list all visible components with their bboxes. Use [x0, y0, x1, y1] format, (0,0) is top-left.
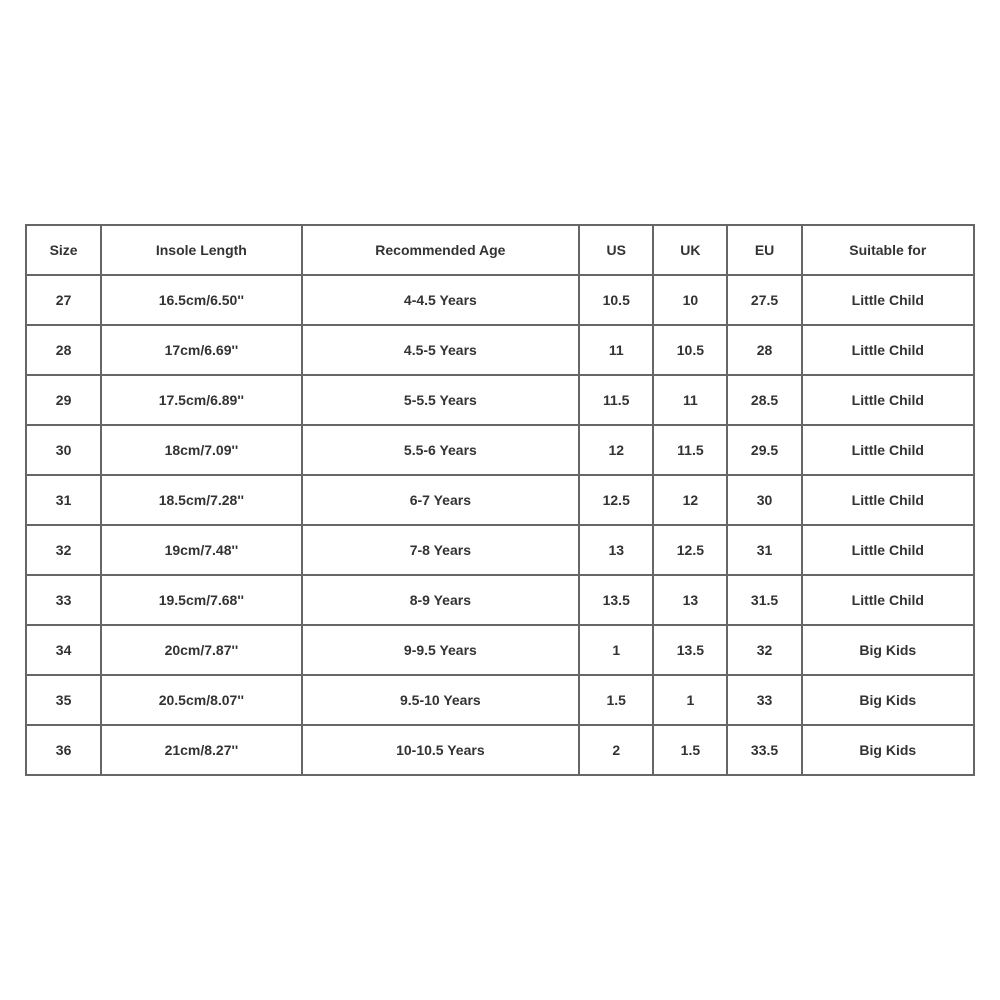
- cell-eu: 28.5: [727, 375, 801, 425]
- table-row: [26, 675, 974, 725]
- cell-insole-length: 17.5cm/6.89'': [101, 375, 301, 425]
- table-row: [26, 275, 974, 325]
- column-header-uk: UK: [653, 225, 727, 275]
- cell-size: 36: [26, 725, 101, 775]
- column-header-insole-length: Insole Length: [101, 225, 301, 275]
- table-row: [26, 725, 974, 775]
- cell-recommended-age: 9-9.5 Years: [302, 625, 580, 675]
- table-row: [26, 525, 974, 575]
- cell-suitable-for: Little Child: [802, 525, 974, 575]
- cell-us: 2: [579, 725, 653, 775]
- column-header-us: US: [579, 225, 653, 275]
- cell-size: 28: [26, 325, 101, 375]
- cell-uk: 11.5: [653, 425, 727, 475]
- cell-size: 29: [26, 375, 101, 425]
- cell-uk: 11: [653, 375, 727, 425]
- cell-insole-length: 21cm/8.27'': [101, 725, 301, 775]
- cell-eu: 29.5: [727, 425, 801, 475]
- cell-us: 1: [579, 625, 653, 675]
- cell-recommended-age: 5.5-6 Years: [302, 425, 580, 475]
- cell-insole-length: 19cm/7.48'': [101, 525, 301, 575]
- cell-uk: 1.5: [653, 725, 727, 775]
- table-row: [26, 625, 974, 675]
- column-header-recommended-age: Recommended Age: [302, 225, 580, 275]
- cell-insole-length: 17cm/6.69'': [101, 325, 301, 375]
- table-body: [26, 275, 974, 775]
- cell-recommended-age: 4.5-5 Years: [302, 325, 580, 375]
- cell-uk: 10.5: [653, 325, 727, 375]
- cell-size: 35: [26, 675, 101, 725]
- cell-eu: 31: [727, 525, 801, 575]
- cell-eu: 32: [727, 625, 801, 675]
- cell-insole-length: 19.5cm/7.68'': [101, 575, 301, 625]
- cell-uk: 12.5: [653, 525, 727, 575]
- cell-suitable-for: Little Child: [802, 425, 974, 475]
- cell-recommended-age: 7-8 Years: [302, 525, 580, 575]
- cell-recommended-age: 9.5-10 Years: [302, 675, 580, 725]
- size-chart-table: [25, 224, 975, 776]
- cell-us: 10.5: [579, 275, 653, 325]
- cell-eu: 27.5: [727, 275, 801, 325]
- cell-uk: 13.5: [653, 625, 727, 675]
- column-header-size: Size: [26, 225, 101, 275]
- cell-suitable-for: Big Kids: [802, 625, 974, 675]
- cell-size: 32: [26, 525, 101, 575]
- cell-uk: 1: [653, 675, 727, 725]
- cell-eu: 28: [727, 325, 801, 375]
- column-header-eu: EU: [727, 225, 801, 275]
- cell-recommended-age: 6-7 Years: [302, 475, 580, 525]
- cell-suitable-for: Little Child: [802, 375, 974, 425]
- cell-eu: 31.5: [727, 575, 801, 625]
- cell-suitable-for: Little Child: [802, 475, 974, 525]
- cell-us: 12.5: [579, 475, 653, 525]
- cell-size: 33: [26, 575, 101, 625]
- cell-us: 13.5: [579, 575, 653, 625]
- cell-recommended-age: 10-10.5 Years: [302, 725, 580, 775]
- cell-suitable-for: Little Child: [802, 575, 974, 625]
- cell-size: 34: [26, 625, 101, 675]
- cell-recommended-age: 4-4.5 Years: [302, 275, 580, 325]
- column-header-suitable-for: Suitable for: [802, 225, 974, 275]
- header-row: [26, 225, 974, 275]
- cell-suitable-for: Little Child: [802, 325, 974, 375]
- cell-uk: 12: [653, 475, 727, 525]
- cell-insole-length: 16.5cm/6.50'': [101, 275, 301, 325]
- cell-us: 12: [579, 425, 653, 475]
- cell-eu: 30: [727, 475, 801, 525]
- cell-us: 1.5: [579, 675, 653, 725]
- cell-insole-length: 18.5cm/7.28'': [101, 475, 301, 525]
- cell-us: 13: [579, 525, 653, 575]
- table-row: [26, 325, 974, 375]
- cell-eu: 33: [727, 675, 801, 725]
- cell-uk: 13: [653, 575, 727, 625]
- table-row: [26, 575, 974, 625]
- cell-suitable-for: Little Child: [802, 275, 974, 325]
- cell-size: 27: [26, 275, 101, 325]
- cell-insole-length: 20cm/7.87'': [101, 625, 301, 675]
- cell-recommended-age: 8-9 Years: [302, 575, 580, 625]
- table-header: [26, 225, 974, 275]
- cell-size: 30: [26, 425, 101, 475]
- cell-size: 31: [26, 475, 101, 525]
- cell-us: 11.5: [579, 375, 653, 425]
- cell-us: 11: [579, 325, 653, 375]
- cell-suitable-for: Big Kids: [802, 725, 974, 775]
- table-row: [26, 375, 974, 425]
- cell-uk: 10: [653, 275, 727, 325]
- cell-insole-length: 20.5cm/8.07'': [101, 675, 301, 725]
- cell-insole-length: 18cm/7.09'': [101, 425, 301, 475]
- table-row: [26, 475, 974, 525]
- cell-suitable-for: Big Kids: [802, 675, 974, 725]
- table-row: [26, 425, 974, 475]
- cell-recommended-age: 5-5.5 Years: [302, 375, 580, 425]
- cell-eu: 33.5: [727, 725, 801, 775]
